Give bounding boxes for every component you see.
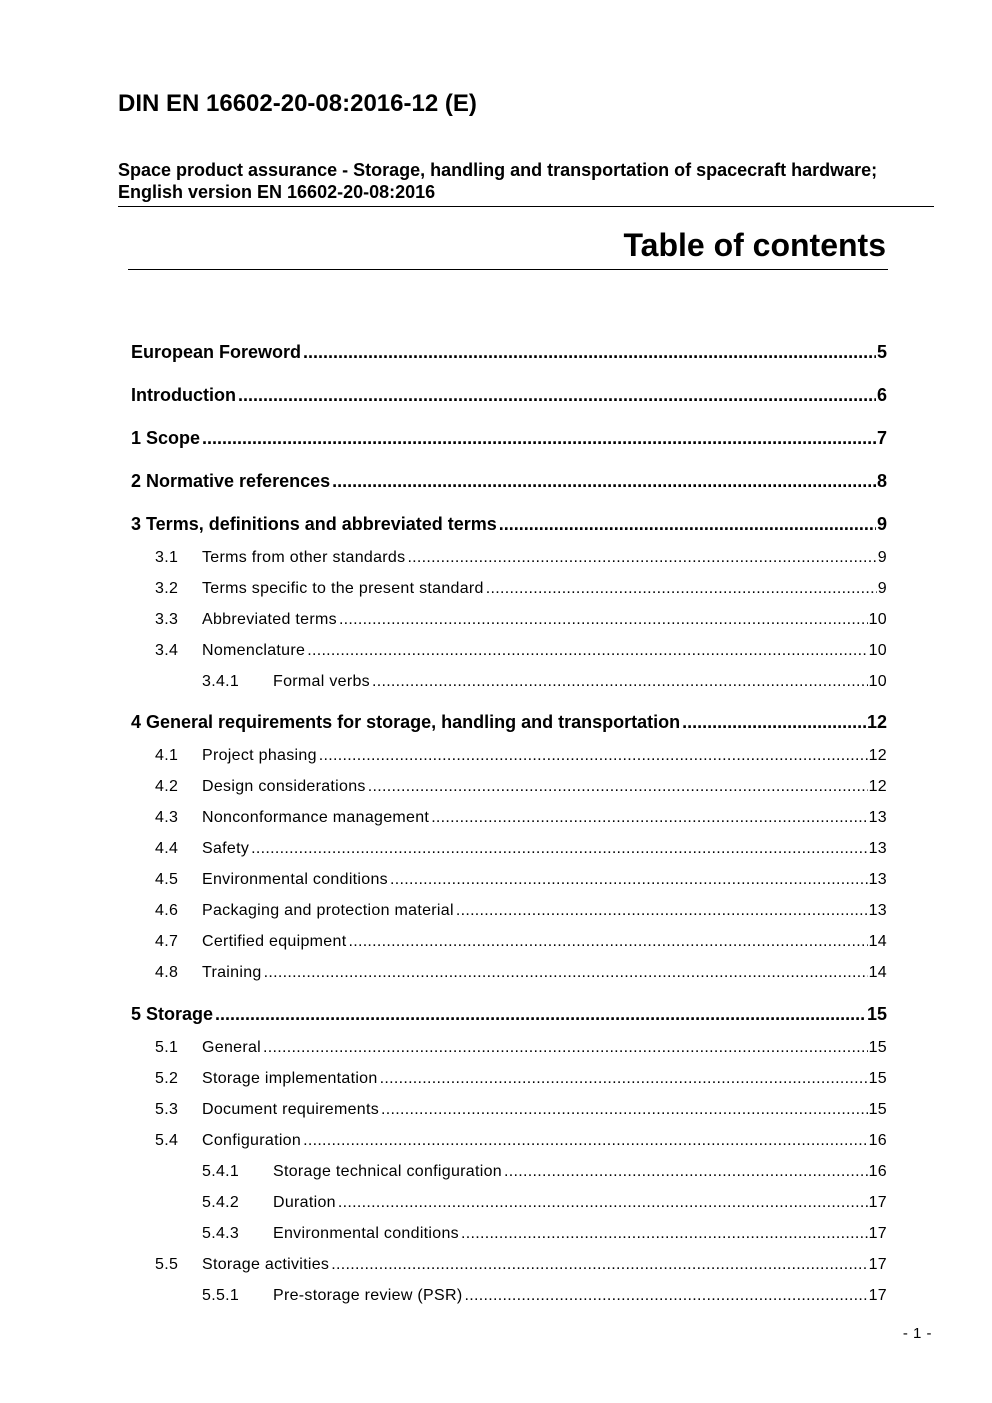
- toc-entry-page: 12: [866, 712, 887, 732]
- toc-entry-number: 5.1: [155, 1039, 179, 1056]
- toc-entry[interactable]: [131, 512, 887, 536]
- toc-entry-page: 10: [868, 611, 887, 628]
- toc-dot-leader: [459, 1222, 868, 1246]
- toc-entry-page: 15: [868, 1039, 887, 1056]
- toc-entry[interactable]: [155, 806, 887, 830]
- toc-entry-number: 5.3: [155, 1101, 179, 1118]
- toc-entry-title: General requirements for storage, handling and transportation: [146, 712, 681, 732]
- toc-entry-number: 4: [131, 712, 142, 732]
- toc-entry[interactable]: [155, 775, 887, 799]
- toc-entry-number: 4.5: [155, 871, 179, 888]
- toc-entry-page: 16: [868, 1132, 887, 1149]
- toc-entry-number: 3.3: [155, 611, 179, 628]
- toc-entry-page: 9: [876, 514, 887, 534]
- toc-entry[interactable]: [131, 340, 887, 364]
- toc-entry[interactable]: [155, 639, 887, 663]
- toc-entry-title: Storage activities: [202, 1256, 330, 1273]
- toc-entry-title: Storage technical configuration: [273, 1163, 502, 1180]
- toc-entry-number: 4.1: [155, 747, 179, 764]
- toc-entry[interactable]: [202, 1284, 887, 1308]
- toc-entry-title: Duration: [273, 1194, 336, 1211]
- document-subtitle: Space product assurance - Storage, handling and transportation of spacecraft hardware; English version EN 16602-20-08:2016: [118, 160, 878, 202]
- toc-entry-page: 14: [868, 964, 887, 981]
- toc-entry-title: Formal verbs: [273, 673, 370, 690]
- toc-entry-page: 7: [876, 428, 887, 448]
- document-id: DIN EN 16602-20-08:2016-12 (E): [118, 90, 477, 117]
- toc-entry-number: 5: [131, 1004, 142, 1024]
- toc-entry-title: Design considerations: [202, 778, 366, 795]
- toc-entry-page: 8: [876, 471, 887, 491]
- toc-entry-page: 16: [868, 1163, 887, 1180]
- toc-entry-page: 14: [868, 933, 887, 950]
- toc-entry-title: Project phasing: [202, 747, 317, 764]
- toc-dot-leader: [249, 837, 867, 861]
- toc-entry-title: Terms specific to the present standard: [202, 580, 484, 597]
- toc-entry-title: Storage implementation: [202, 1070, 378, 1087]
- toc-dot-leader: [680, 710, 866, 734]
- toc-entry-title: Configuration: [202, 1132, 302, 1149]
- toc-dot-leader: [337, 608, 868, 632]
- toc-dot-leader: [262, 961, 868, 985]
- toc-entry-page: 10: [868, 673, 887, 690]
- toc-entry-page: 17: [868, 1194, 887, 1211]
- toc-entry-number: 5.4.3: [202, 1225, 240, 1242]
- toc-entry[interactable]: [155, 868, 887, 892]
- toc-entry[interactable]: [155, 961, 887, 985]
- toc-entry-page: 15: [868, 1101, 887, 1118]
- toc-entry-number: 5.2: [155, 1070, 179, 1087]
- toc-entry-page: 9: [877, 580, 887, 597]
- toc-entry[interactable]: [155, 1067, 887, 1091]
- toc-entry-number: 4.8: [155, 964, 179, 981]
- toc-entry-title: General: [202, 1039, 262, 1056]
- toc-entry-title: Packaging and protection material: [202, 902, 454, 919]
- toc-dot-leader: [330, 469, 876, 493]
- toc-entry-title: Nomenclature: [202, 642, 306, 659]
- toc-entry[interactable]: [155, 930, 887, 954]
- toc-entry-title: Certified equipment: [202, 933, 347, 950]
- toc-dot-leader: [317, 744, 868, 768]
- toc-entry-number: 5.4.2: [202, 1194, 240, 1211]
- toc-entry-number: 4.6: [155, 902, 179, 919]
- toc-dot-leader: [346, 930, 867, 954]
- toc-entry-number: 4.7: [155, 933, 179, 950]
- toc-entry-number: 3.4: [155, 642, 179, 659]
- toc-entry-page: 13: [868, 902, 887, 919]
- toc-dot-leader: [379, 1098, 868, 1122]
- toc-entry-number: 3.4.1: [202, 673, 240, 690]
- toc-entry-page: 15: [868, 1070, 887, 1087]
- toc-dot-leader: [261, 1036, 868, 1060]
- toc-dot-leader: [213, 1002, 866, 1026]
- toc-dot-leader: [388, 868, 868, 892]
- toc-entry-number: 5.4: [155, 1132, 179, 1149]
- page-number: - 1 -: [902, 1325, 932, 1342]
- toc-entry-title: Training: [202, 964, 262, 981]
- toc-entry-title: Terms, definitions and abbreviated terms: [146, 514, 497, 534]
- toc-entry-page: 15: [866, 1004, 887, 1024]
- toc-entry-number: 4.2: [155, 778, 179, 795]
- toc-entry-title: Storage: [146, 1004, 214, 1024]
- toc-entry[interactable]: [131, 1002, 887, 1026]
- toc-dot-leader: [236, 383, 876, 407]
- toc-entry[interactable]: [155, 1129, 887, 1153]
- toc-entry-number: 3.1: [155, 549, 179, 566]
- toc-entry-page: 13: [868, 809, 887, 826]
- toc-entry-number: 3: [131, 514, 142, 534]
- toc-entry[interactable]: [155, 546, 887, 570]
- toc-entry-page: 12: [868, 747, 887, 764]
- toc-dot-leader: [336, 1191, 868, 1215]
- toc-entry-title: Pre-storage review (PSR): [273, 1287, 463, 1304]
- toc-entry-number: 4.3: [155, 809, 179, 826]
- toc-entry-title: Scope: [146, 428, 201, 448]
- toc-dot-leader: [366, 775, 868, 799]
- toc-entry[interactable]: [202, 1222, 887, 1246]
- toc-entry-page: 17: [868, 1225, 887, 1242]
- toc-entry-page: 9: [877, 549, 887, 566]
- toc-entry-title: Abbreviated terms: [202, 611, 337, 628]
- toc-entry[interactable]: [155, 1036, 887, 1060]
- toc-dot-leader: [301, 1129, 868, 1153]
- toc-entry-page: 12: [868, 778, 887, 795]
- toc-entry-number: 4.4: [155, 840, 179, 857]
- toc-entry[interactable]: [202, 1160, 887, 1184]
- toc-entry-title: European Foreword: [131, 342, 302, 362]
- toc-entry[interactable]: [155, 744, 887, 768]
- toc-entry-page: 13: [868, 871, 887, 888]
- toc-entry-page: 13: [868, 840, 887, 857]
- toc-entry[interactable]: [155, 1098, 887, 1122]
- toc-entry-number: 5.5.1: [202, 1287, 240, 1304]
- toc-dot-leader: [329, 1253, 867, 1277]
- toc-dot-leader: [454, 899, 868, 923]
- toc-dot-leader: [484, 577, 877, 601]
- toc-entry-number: 5.4.1: [202, 1163, 240, 1180]
- toc-dot-leader: [305, 639, 867, 663]
- toc-title: Table of contents: [623, 227, 886, 263]
- toc-entry[interactable]: [155, 577, 887, 601]
- toc-entry-title: Environmental conditions: [202, 871, 388, 888]
- toc-entry-number: 2: [131, 471, 142, 491]
- toc-dot-leader: [462, 1284, 867, 1308]
- toc-entry[interactable]: [155, 899, 887, 923]
- toc-entry-title: Introduction: [131, 385, 236, 405]
- toc-dot-leader: [370, 670, 868, 694]
- toc-entry[interactable]: [131, 469, 887, 493]
- toc-entry-title: Environmental conditions: [273, 1225, 459, 1242]
- toc-entry-page: 17: [868, 1256, 887, 1273]
- toc-entry-number: 3.2: [155, 580, 179, 597]
- toc-entry[interactable]: [155, 608, 887, 632]
- toc-dot-leader: [301, 340, 876, 364]
- toc-entry-page: 5: [876, 342, 887, 362]
- toc-dot-leader: [429, 806, 867, 830]
- toc-dot-leader: [378, 1067, 868, 1091]
- toc-entry-title: Normative references: [146, 471, 331, 491]
- toc-entry[interactable]: [131, 383, 887, 407]
- toc-entry-title: Nonconformance management: [202, 809, 430, 826]
- toc-entry-page: 6: [876, 385, 887, 405]
- toc-entry[interactable]: [202, 670, 887, 694]
- toc-entry-title: Document requirements: [202, 1101, 380, 1118]
- toc-entry-number: 5.5: [155, 1256, 179, 1273]
- toc-entry[interactable]: [131, 710, 887, 734]
- toc-dot-leader: [502, 1160, 868, 1184]
- toc-entry-title: Safety: [202, 840, 250, 857]
- toc-entry-number: 1: [131, 428, 142, 448]
- toc-entry[interactable]: [202, 1191, 887, 1215]
- toc-entry[interactable]: [155, 1253, 887, 1277]
- toc-entry-page: 10: [868, 642, 887, 659]
- toc-entry-page: 17: [868, 1287, 887, 1304]
- toc-dot-leader: [405, 546, 876, 570]
- toc-entry-title: Terms from other standards: [202, 549, 406, 566]
- toc-entry[interactable]: [131, 426, 887, 450]
- toc-dot-leader: [200, 426, 876, 450]
- toc-dot-leader: [497, 512, 876, 536]
- toc-entry[interactable]: [155, 837, 887, 861]
